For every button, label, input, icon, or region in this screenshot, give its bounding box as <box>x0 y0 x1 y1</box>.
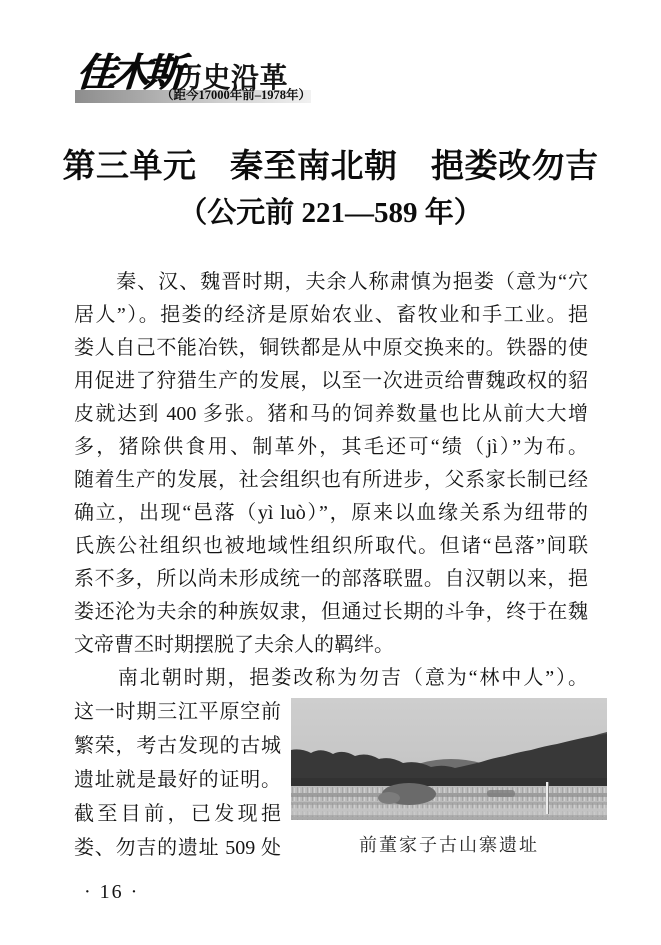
section-title: 第三单元 秦至南北朝 挹娄改勿吉 <box>62 149 599 185</box>
paragraph2-line-5: 娄、勿吉的遗址 509 处 <box>74 837 281 859</box>
figure-caption: 前董家子古山寨遗址 <box>359 835 539 855</box>
paragraph2-line-3: 遗址就是最好的证明。 <box>74 769 281 791</box>
paragraph1-line-12: 文帝曹丕时期摆脱了夫余人的羁绊。 <box>74 634 394 656</box>
section-subtitle: （公元前 221—589 年） <box>178 197 483 229</box>
logo-calligraphy: 佳木斯 <box>74 52 180 95</box>
paragraph-1 <box>74 266 588 662</box>
paragraph-2-column <box>74 695 281 865</box>
figure <box>291 698 607 857</box>
paragraph2-line-1: 这一时期三江平原空前 <box>74 701 281 723</box>
page-number: · 16 · <box>84 881 140 903</box>
header-logo <box>75 50 320 110</box>
text-image-row <box>74 695 588 880</box>
paragraph2-line-2: 繁荣，考古发现的古城 <box>74 735 281 757</box>
paragraph1-line-6: 多，猪除供食用、制革外，其毛还可“绩（jì）”为布。 <box>74 436 588 458</box>
paragraph2-line-4: 截至目前，已发现挹 <box>74 803 281 825</box>
paragraph1-line-8: 确立，出现“邑落（yì luò）”，原来以血缘关系为纽带的 <box>74 502 588 524</box>
paragraph1-line-1: 秦、汉、魏晋时期，夫余人称肃慎为挹娄（意为“穴 <box>74 271 588 293</box>
paragraph1-line-5: 皮就达到 400 多张。猪和马的饲养数量也比从前大大增 <box>74 403 588 425</box>
paragraph1-line-7: 随着生产的发展，社会组织也有所进步，父系家长制已经 <box>74 469 588 491</box>
landscape-photo <box>291 698 607 820</box>
paragraph-2-intro-line: 南北朝时期，挹娄改称为勿吉（意为“林中人”）。 <box>74 667 588 689</box>
paragraph1-line-2: 居人”）。挹娄的经济是原始农业、畜牧业和手工业。挹 <box>74 304 588 326</box>
logo-subtitle: （距今17000年前–1978年） <box>160 88 311 102</box>
paragraph1-line-11: 娄还沦为夫余的种族奴隶，但通过长期的斗争，终于在魏 <box>74 601 588 623</box>
logo-title: 历史沿革 <box>174 62 289 93</box>
paragraph1-line-4: 用促进了狩猎生产的发展，以至一次进贡给曹魏政权的貂 <box>74 370 588 392</box>
paragraph1-line-9: 氏族公社组织也被地域性组织所取代。但诸“邑落”间联 <box>74 535 588 557</box>
paragraph1-line-3: 娄人自己不能冶铁，铜铁都是从中原交换来的。铁器的使 <box>74 337 588 359</box>
paragraph1-line-10: 系不多，所以尚未形成统一的部落联盟。自汉朝以来，挹 <box>74 568 588 590</box>
